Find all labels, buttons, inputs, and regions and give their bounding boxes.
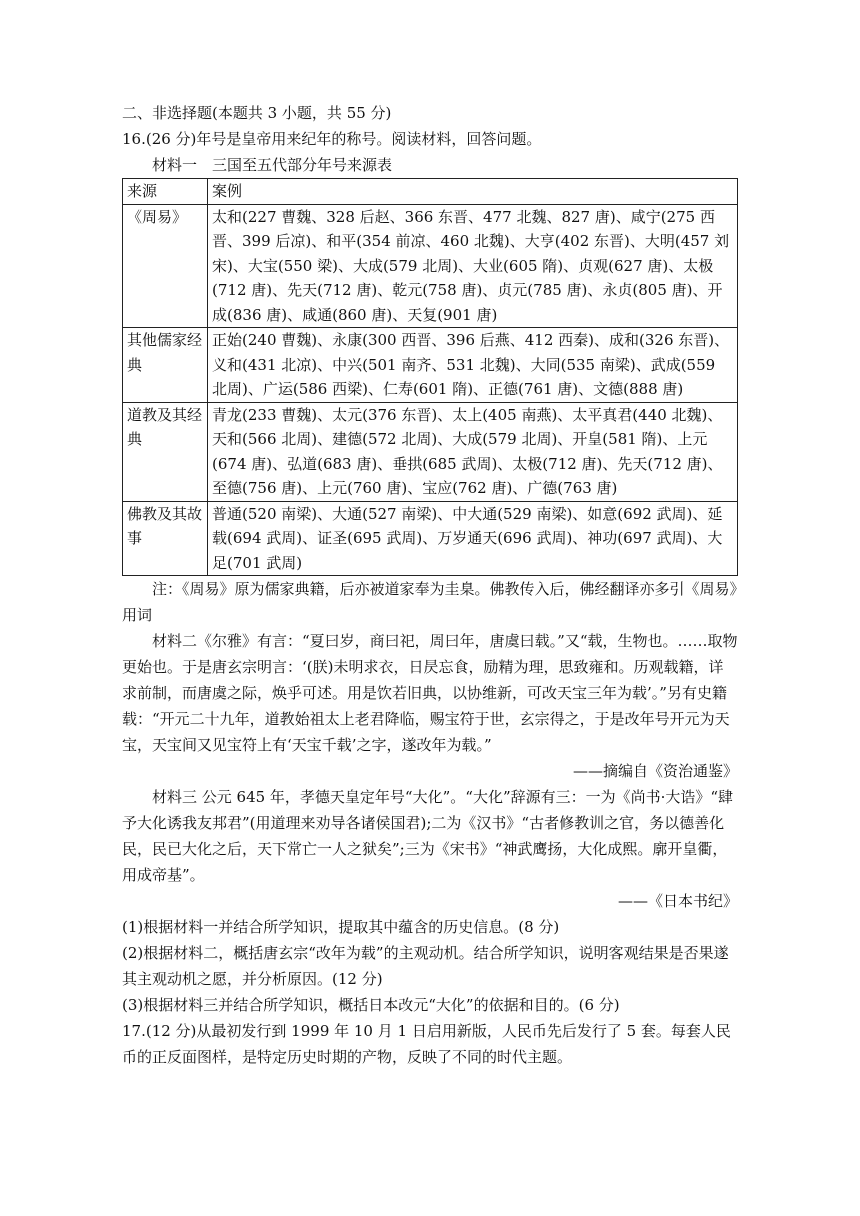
table-header-source: 来源 (123, 179, 208, 205)
material-2: 材料二《尔雅》有言：“夏曰岁，商曰祀，周曰年，唐虞曰载。”又“载，生物也。……取物更始也。于是唐玄宗明言：‘(朕)未明求衣，日昃忘食，励精为理，思致雍和。历观载籍，详求前制，而唐虞之际，焕乎可述。用是饮若旧典，以协维新，可改天宝三年为载’。”另有史籍载：“开元二十九年，道教始祖太上老君降临，赐宝符于世，玄宗得之，于是改年号开元为天宝，天宝间又见宝符上有‘天宝千载’之字，遂改年为载。” (122, 632, 738, 754)
table-note: 注：《周易》原为儒家典籍，后亦被道家奉为圭臬。佛教传入后，佛经翻译亦多引《周易》用词 (122, 580, 738, 624)
table-row (123, 402, 738, 501)
table-header-cases: 案例 (208, 179, 738, 205)
table-cell-source: 道教及其经典 (123, 402, 208, 501)
material-2-source: ——摘编自《资治通鉴》 (572, 762, 738, 780)
table-row (123, 328, 738, 403)
question-17-stem: 17.(12 分)从最初发行到 1999 年 10 月 1 日启用新版，人民币先后发行了 5 套。每套人民币的正反面图样，是特定历史时期的产物，反映了不同的时代主题。 (122, 1022, 731, 1066)
table-row (123, 501, 738, 576)
table-header-row (123, 179, 738, 205)
table-cell-source: 其他儒家经典 (123, 328, 208, 403)
question-16-stem: 16.(26 分)年号是皇帝用来纪年的称号。阅读材料，回答问题。 (122, 130, 542, 148)
material-1-title: 材料一 三国至五代部分年号来源表 (152, 156, 393, 174)
table-cell-cases: 正始(240 曹魏)、永康(300 西晋、396 后燕、412 西秦)、成和(326 东晋)、义和(431 北凉)、中兴(501 南齐、531 北魏)、大同(535 南梁)、武成(559 北周)、广运(586 西梁)、仁寿(601 隋)、正德(761 唐)、文德(888 唐) (208, 328, 738, 403)
table-cell-cases: 青龙(233 曹魏)、太元(376 东晋)、太上(405 南燕)、太平真君(440 北魏)、天和(566 北周)、建德(572 北周)、大成(579 北周)、开皇(581 隋)、上元(674 唐)、弘道(683 唐)、垂拱(685 武周)、太极(712 唐)、先天(712 唐)、至德(756 唐)、上元(760 唐)、宝应(762 唐)、广德(763 唐) (208, 402, 738, 501)
table-cell-source: 《周易》 (123, 204, 208, 328)
question-16-part-3: (3)根据材料三并结合所学知识，概括日本改元“大化”的依据和目的。(6 分) (122, 996, 620, 1014)
table-cell-cases: 普通(520 南梁)、大通(527 南梁)、中大通(529 南梁)、如意(692 武周)、延载(694 武周)、证圣(695 武周)、万岁通天(696 武周)、神功(697 武周)、大足(701 武周) (208, 501, 738, 576)
exam-content (122, 100, 738, 1070)
table-row (123, 204, 738, 328)
material-3: 材料三 公元 645 年，孝德天皇定年号“大化”。“大化”辞源有三：一为《尚书·大诰》“肆予大化诱我友邦君”(用道理来劝导各诸侯国君);二为《汉书》“古者修教训之官，务以德善化民，民已大化之后，天下常亡一人之狱矣”;三为《宋书》“神武鹰扬，大化成熙。廓开皇衢，用成帝基”。 (122, 788, 734, 884)
question-16-part-2: (2)根据材料二，概括唐玄宗“改年为载”的主观动机。结合所学知识，说明客观结果是否果遂其主观动机之愿，并分析原因。(12 分) (122, 944, 729, 988)
table-cell-cases: 太和(227 曹魏、328 后赵、366 东晋、477 北魏、827 唐)、咸宁(275 西晋、399 后凉)、和平(354 前凉、460 北魏)、大亨(402 东晋)、大明(457 刘宋)、大宝(550 梁)、大成(579 北周)、大业(605 隋)、贞观(627 唐)、太极(712 唐)、先天(712 唐)、乾元(758 唐)、贞元(785 唐)、永贞(805 唐)、开成(836 唐)、咸通(860 唐)、天复(901 唐) (208, 204, 738, 328)
material-3-source: ——《日本书纪》 (617, 892, 738, 910)
year-title-source-table (122, 178, 738, 576)
question-16-part-1: (1)根据材料一并结合所学知识，提取其中蕴含的历史信息。(8 分) (122, 918, 560, 936)
section-heading: 二、非选择题(本题共 3 小题，共 55 分) (122, 104, 392, 122)
table-cell-source: 佛教及其故事 (123, 501, 208, 576)
